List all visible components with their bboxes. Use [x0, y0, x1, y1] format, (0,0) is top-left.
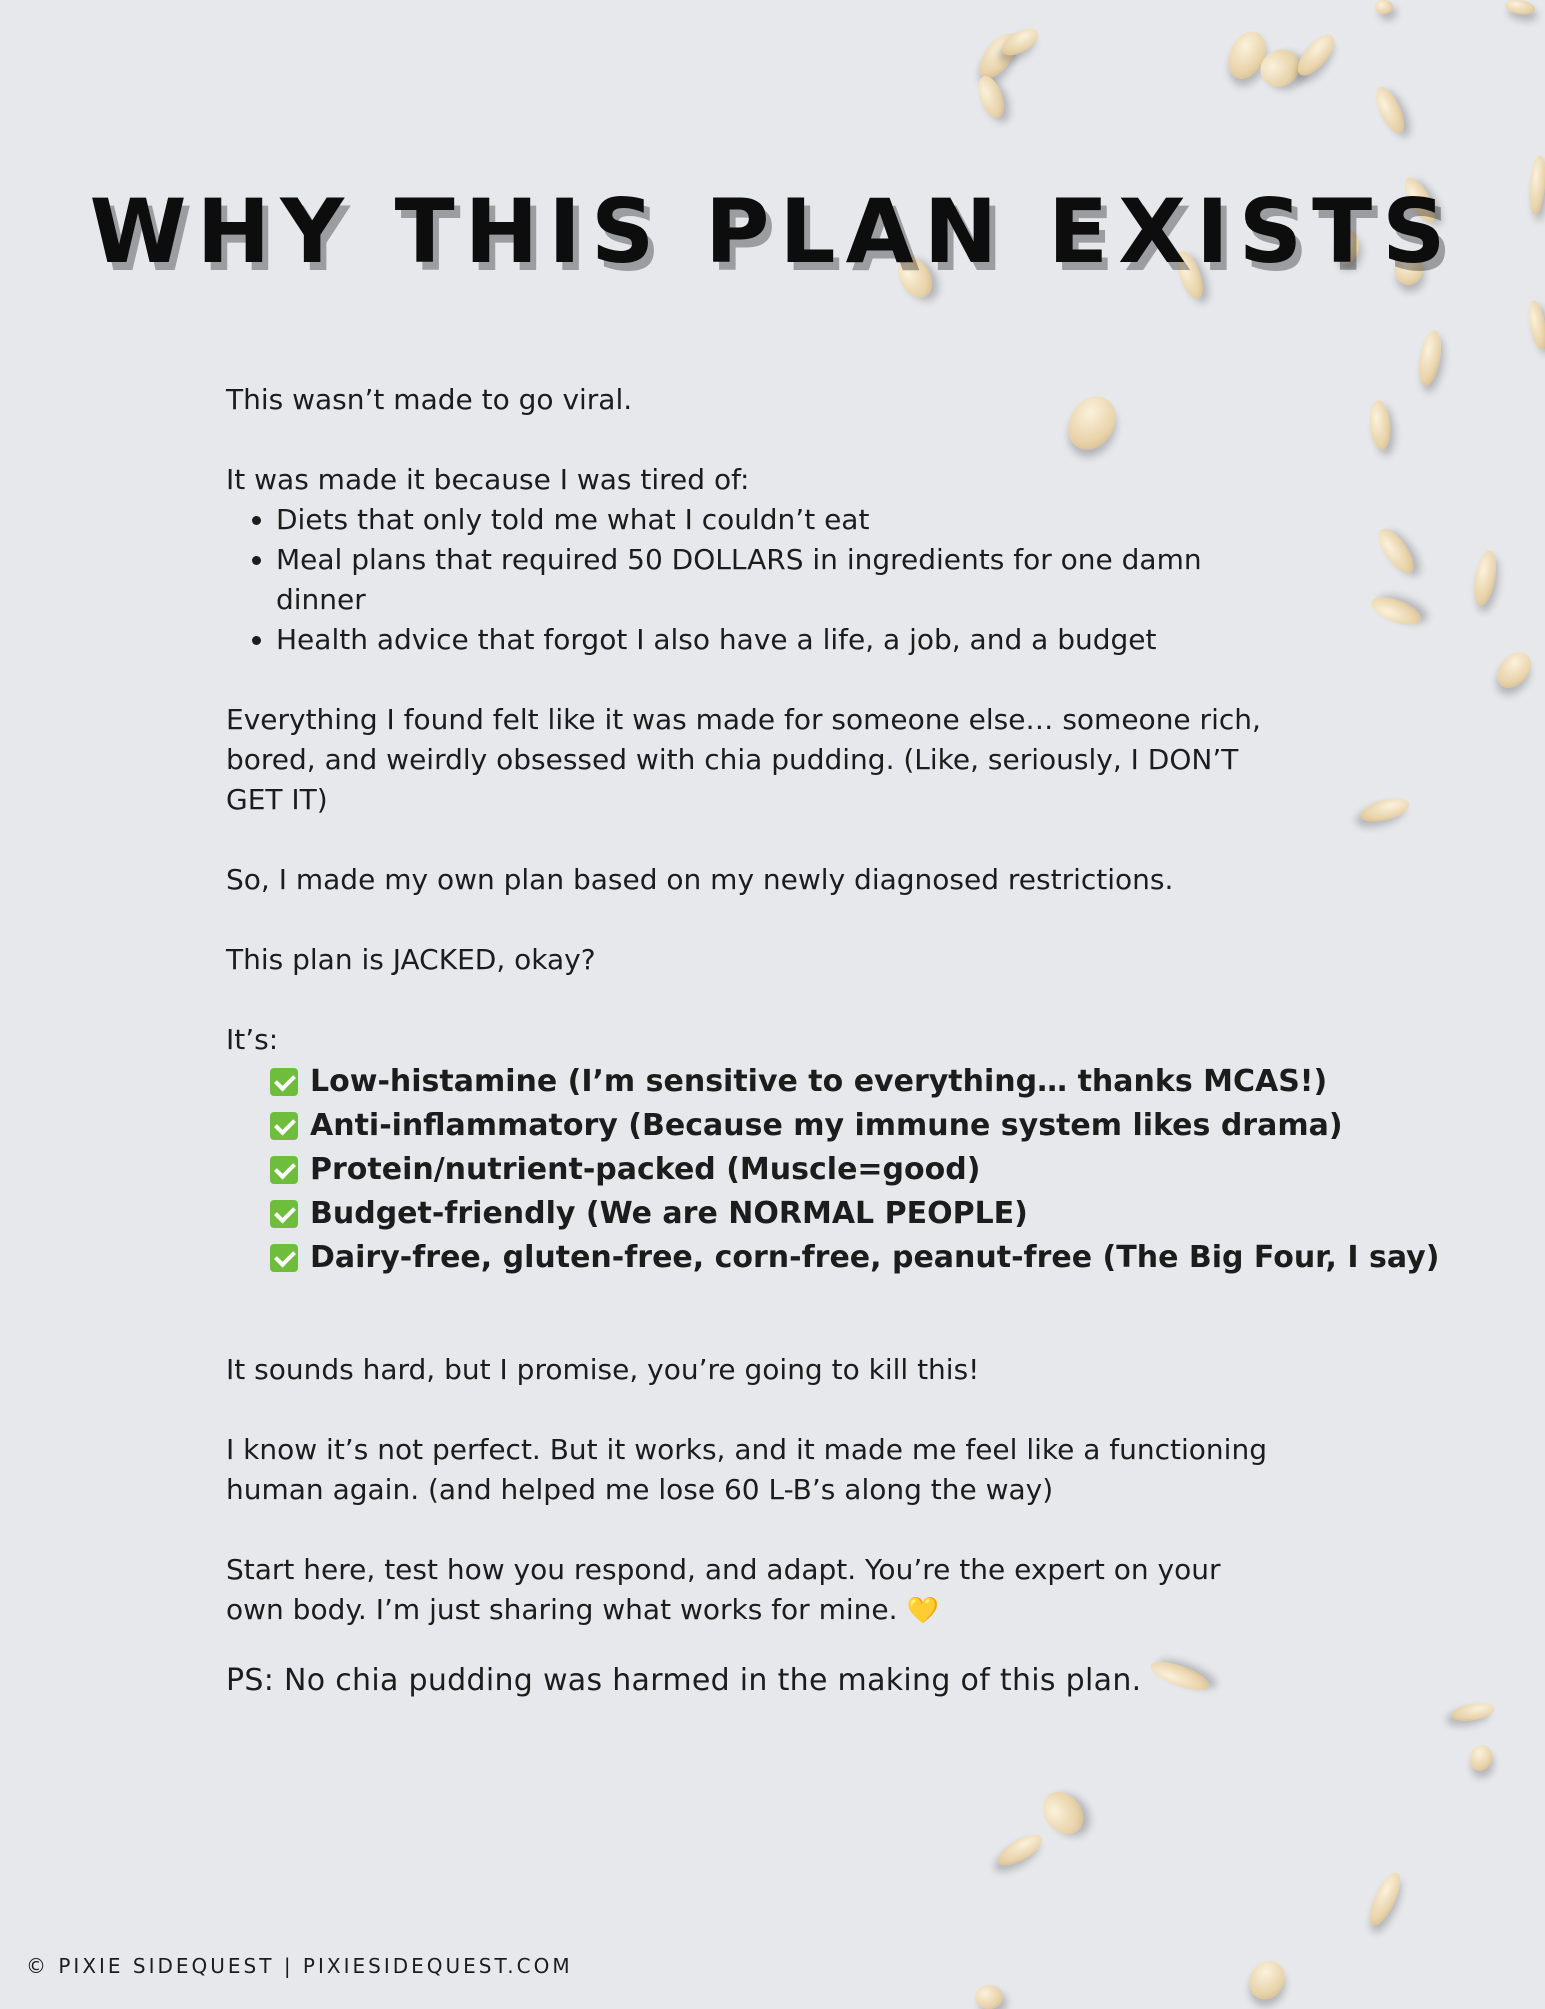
feature-item: Anti-inflammatory (Because my immune system likes drama) — [270, 1104, 1276, 1148]
list-item: • Meal plans that required 50 DOLLARS in ingredients for one damn dinner — [276, 540, 1276, 620]
start-here-paragraph: Start here, test how you respond, and adapt. You’re the expert on your own body. I’m just sharing what works for mine. 💛 — [226, 1553, 1221, 1626]
tired-intro: It was made it because I was tired of: — [226, 463, 750, 496]
so-paragraph: So, I made my own plan based on my newly diagnosed restrictions. — [226, 863, 1174, 896]
check-icon — [270, 1112, 298, 1140]
features-list — [270, 1060, 1440, 1280]
feature-item: Dairy-free, gluten-free, corn-free, peanut-free (The Big Four, I say) — [270, 1236, 1276, 1280]
list-item: • Health advice that forgot I also have a life, a job, and a budget — [276, 620, 1276, 660]
check-icon — [270, 1200, 298, 1228]
list-item: • Diets that only told me what I couldn’t eat — [276, 500, 1276, 540]
body-text — [226, 380, 1440, 1701]
intro-paragraph: This wasn’t made to go viral. — [226, 383, 633, 416]
everything-paragraph: Everything I found felt like it was made for someone else… someone rich, bored, and weirdly obsessed with chia pudding. (Like, seriously, I DON’T GET IT) — [226, 703, 1261, 816]
feature-item: Budget-friendly (We are NORMAL PEOPLE) — [270, 1192, 1276, 1236]
its-label: It’s: — [226, 1023, 279, 1056]
sounds-hard-paragraph: It sounds hard, but I promise, you’re going to kill this! — [226, 1353, 980, 1386]
check-icon — [270, 1068, 298, 1096]
footer-copyright: © PIXIE SIDEQUEST | PIXIESIDEQUEST.COM — [26, 1954, 573, 1978]
check-icon — [270, 1244, 298, 1272]
check-icon — [270, 1156, 298, 1184]
jacked-paragraph: This plan is JACKED, okay? — [226, 943, 596, 976]
heart-icon: 💛 — [906, 1596, 939, 1626]
feature-item: Protein/nutrient-packed (Muscle=good) — [270, 1148, 1276, 1192]
tired-list — [226, 500, 1276, 660]
page-title: WHY THIS PLAN EXISTS — [89, 180, 1456, 283]
feature-item: Low-histamine (I’m sensitive to everything… thanks MCAS!) — [270, 1060, 1276, 1104]
not-perfect-paragraph: I know it’s not perfect. But it works, and it made me feel like a functioning human again. (and helped me lose 60 L-B’s along the way) — [226, 1433, 1267, 1506]
ps-note: PS: No chia pudding was harmed in the making of this plan. — [226, 1663, 1142, 1698]
